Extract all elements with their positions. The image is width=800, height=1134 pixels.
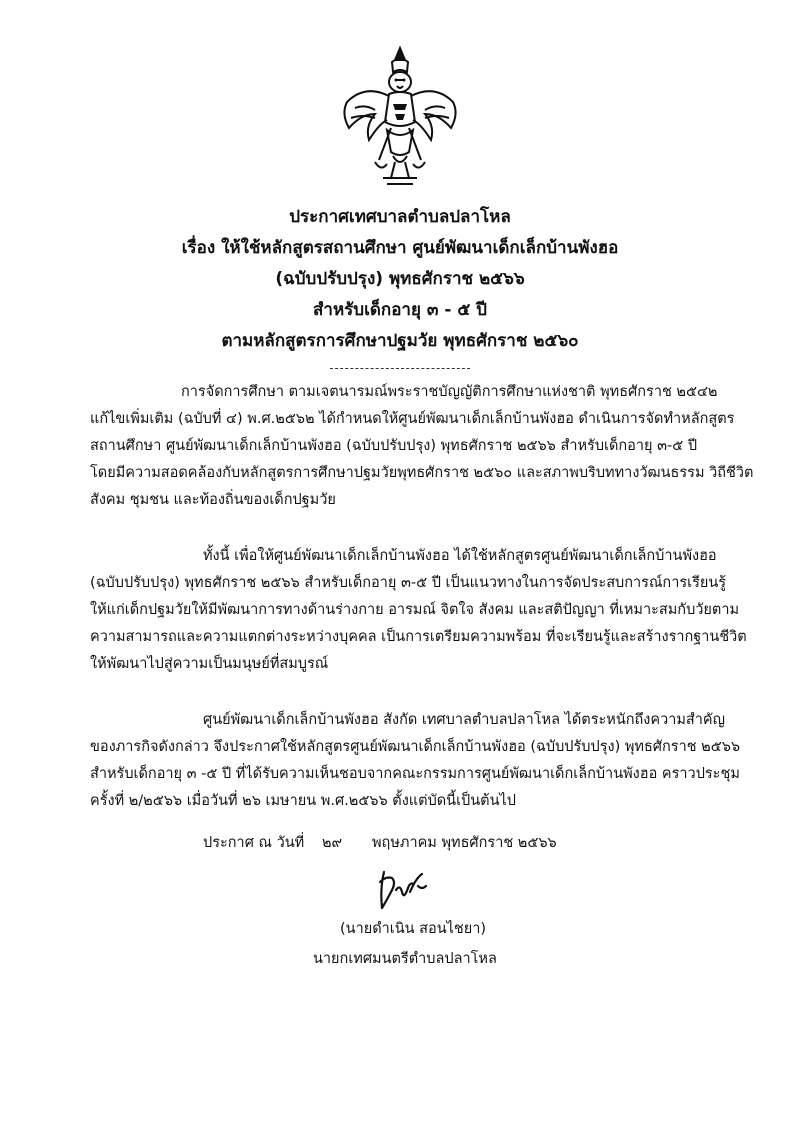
paragraph-2-line-2: (ฉบับปรับปรุง) พุทธศักราช ๒๕๖๖ สำหรับเด็กอายุ ๓-๕ ปี เป็นแนวทางในการจัดประสบการณ์การเรียนรู้ xyxy=(90,575,727,591)
paragraph-2-line-5: ให้พัฒนาไปสู่ความเป็นมนุษย์ที่สมบูรณ์ xyxy=(90,656,329,672)
announce-date-prefix: ประกาศ ณ วันที่ xyxy=(203,835,305,851)
signer-position: นายกเทศมนตรีตำบลปลาโหล xyxy=(313,951,497,967)
paragraph-1-line-1: การจัดการศึกษา ตามเจตนารมณ์พระราชบัญญัติการศึกษาแห่งชาติ พุทธศักราช ๒๕๔๒ xyxy=(181,384,718,400)
announcement-title-line-1: ประกาศเทศบาลตำบลปลาโหล xyxy=(289,207,511,227)
announcement-title-line-5: ตามหลักสูตรการศึกษาปฐมวัย พุทธศักราช ๒๕๖๐ xyxy=(221,331,579,351)
announcement-title-line-2: เรื่อง ให้ใช้หลักสูตรสถานศึกษา ศูนย์พัฒนาเด็กเล็กบ้านพังฮอ xyxy=(181,238,619,258)
paragraph-1-line-4: โดยมีความสอดคล้องกับหลักสูตรการศึกษาปฐมวัยพุทธศักราช ๒๕๖๐ และสภาพบริบททางวัฒนธรรม วิถีชีวิต xyxy=(90,465,754,481)
signer-name: (นายดำเนิน สอนไชยา) xyxy=(340,921,487,937)
paragraph-1-line-2: แก้ไขเพิ่มเติม (ฉบับที่ ๔) พ.ศ.๒๕๖๒ ได้กำหนดให้ศูนย์พัฒนาเด็กเล็กบ้านพังฮอ ดำเนินการจัดทำหลักสูตร xyxy=(90,411,735,427)
paragraph-2-line-1: ทั้งนี้ เพื่อให้ศูนย์พัฒนาเด็กเล็กบ้านพังฮอ ได้ใช้หลักสูตรศูนย์พัฒนาเด็กเล็กบ้านพังฮอ xyxy=(203,548,717,564)
paragraph-1-line-3: สถานศึกษา ศูนย์พัฒนาเด็กเล็กบ้านพังฮอ (ฉบับปรับปรุง) พุทธศักราช ๒๕๖๖ สำหรับเด็กอายุ ๓-๕ ปี xyxy=(90,438,698,454)
paragraph-3-line-1: ศูนย์พัฒนาเด็กเล็กบ้านพังฮอ สังกัด เทศบาลตำบลปลาโหล ได้ตระหนักถึงความสำคัญ xyxy=(203,712,725,728)
handwritten-signature-icon xyxy=(370,868,430,912)
announce-date-month-year: พฤษภาคม พุทธศักราช ๒๕๖๖ xyxy=(372,835,557,851)
announcement-title-line-4: สำหรับเด็กอายุ ๓ - ๕ ปี xyxy=(313,300,487,320)
paragraph-3-line-3: สำหรับเด็กอายุ ๓ -๕ ปี ที่ได้รับความเห็นชอบจากคณะกรรมการศูนย์พัฒนาเด็กเล็กบ้านพังฮอ คราวประชุม xyxy=(90,766,740,782)
paragraph-3-line-4: ครั้งที่ ๒/๒๕๖๖ เมื่อวันที่ ๒๖ เมษายน พ.ศ.๒๕๖๖ ตั้งแต่บัดนี้เป็นต้นไป xyxy=(90,793,516,809)
paragraph-2-line-3: ให้แก่เด็กปฐมวัยให้มีพัฒนาการทางด้านร่างกาย อารมณ์ จิตใจ สังคม และสติปัญญา ที่เหมาะสมกับวัยตาม xyxy=(90,602,740,618)
garuda-emblem-icon xyxy=(335,44,465,189)
paragraph-3-line-2: ของภารกิจดังกล่าว จึงประกาศใช้หลักสูตรศูนย์พัฒนาเด็กเล็กบ้านพังฮอ (ฉบับปรับปรุง) พุทธศักราช ๒๕๖๖ xyxy=(90,739,741,755)
announce-date-day: ๒๙ xyxy=(322,835,343,851)
title-divider xyxy=(330,368,470,369)
paragraph-2-line-4: ความสามารถและความแตกต่างระหว่างบุคคล เป็นการเตรียมความพร้อม ที่จะเรียนรู้และสร้างรากฐานชีวิต xyxy=(90,629,747,645)
announcement-title-line-3: (ฉบับปรับปรุง) พุทธศักราช ๒๕๖๖ xyxy=(275,269,525,289)
paragraph-1-line-5: สังคม ชุมชน และท้องถิ่นของเด็กปฐมวัย xyxy=(90,492,336,508)
